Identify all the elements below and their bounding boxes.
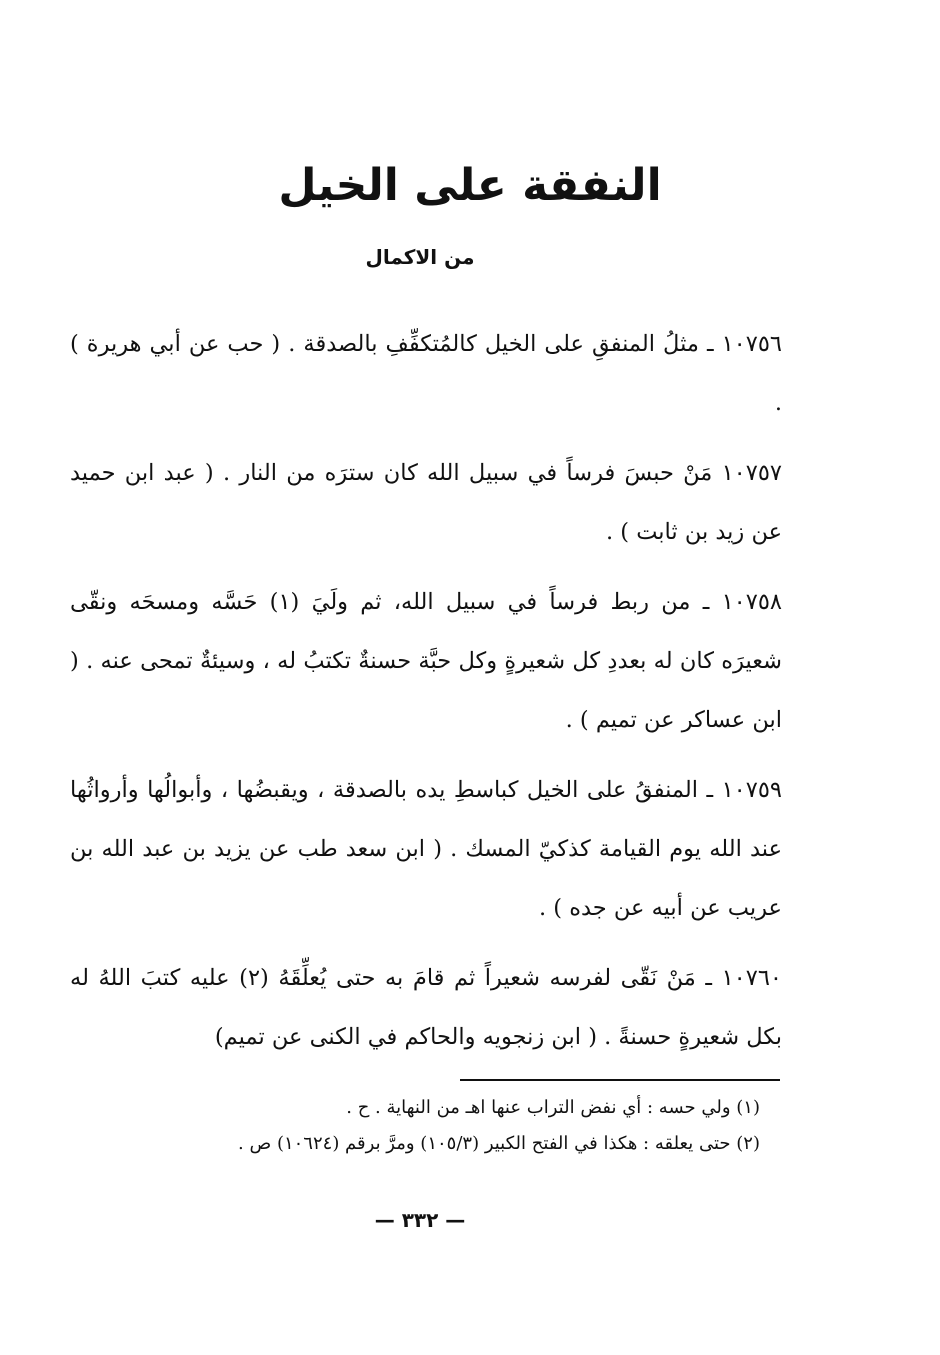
hadith-entry (70, 949, 782, 1067)
footnotes (60, 1090, 760, 1162)
hadith-number: ١٠٧٥٩ (721, 777, 782, 803)
hadith-number: ١٠٧٥٧ (721, 460, 783, 486)
footnote: (٢) حتى يعلقه : هكذا في الفتح الكبير (١٠٥/٣) ومرَّ برقم (١٠٦٢٤) ص . (238, 1133, 760, 1154)
hadith-entry (70, 761, 782, 938)
hadith-text: ـ مَنْ نَقّى لفرسه شعيراً ثم قامَ به حتى يُعلِّقَهُ (٢) عليه كتبَ اللهُ له بكل شعيرةٍ حسنةً . ( ابن زنجويه والحاكم في الكنى عن تميم) (70, 965, 782, 1050)
hadith-text: ـ المنفقُ على الخيل كباسطِ يده بالصدقة ، ويقبضُها ، وأبوالُها وأرواثُها عند الله يوم القيامة كذكيّ المسك . ( ابن سعد طب عن يزيد بن عبد الله بن عريب عن أبيه عن جده ) . (70, 777, 782, 921)
hadith-number: ١٠٧٥٨ (721, 589, 783, 615)
hadith-text: ـ مثلُ المنفقِ على الخيل كالمُتكفِّفِ بالصدقة . ( حب عن أبي هريرة ) . (70, 331, 782, 416)
hadith-number: ١٠٧٥٦ (721, 331, 783, 357)
hadith-entry (70, 573, 782, 750)
hadith-number: ١٠٧٦٠ (721, 965, 783, 991)
hadith-entry (70, 315, 782, 433)
page-title: النفقة على الخيل (278, 160, 662, 211)
page-number: — ٣٣٢ — (374, 1208, 466, 1232)
footnote-divider (460, 1079, 780, 1081)
footnote: (١) ولي حسه : أي نفض التراب عنها اهـ من النهاية . ح . (346, 1097, 760, 1118)
hadith-entry (70, 444, 782, 562)
hadith-list (70, 315, 782, 1078)
section-subtitle: من الاكمال (365, 245, 475, 269)
hadith-text: ـ من ربط فرساً في سبيل الله، ثم ولَيَ (١) حَسَّه ومسحَه ونقّى شعيرَه كان له بعددِ كل شعيرةٍ وكل حبَّة حسنةٌ تكتبُ له ، وسيئةٌ تمحى عنه . ( ابن عساكر عن تميم ) . (70, 589, 782, 733)
hadith-text: مَنْ حبسَ فرساً في سبيل الله كان سترَه من النار . ( عبد ابن حميد عن زيد بن ثابت ) . (70, 460, 782, 545)
